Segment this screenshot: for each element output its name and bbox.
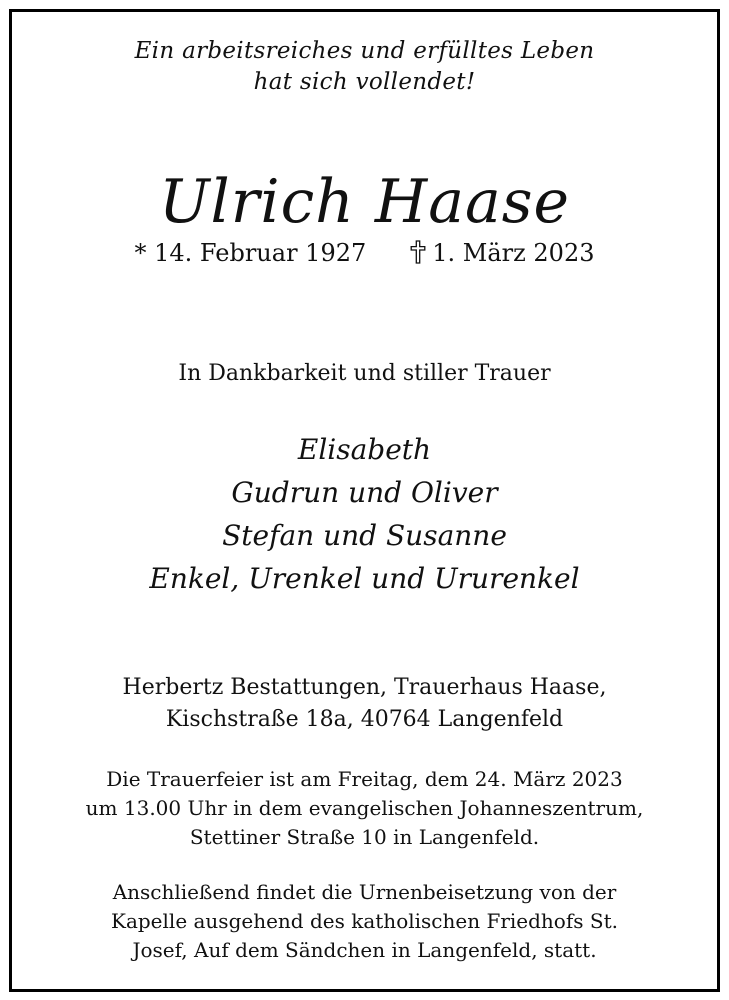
undertaker-line-2: Kischstraße 18a, 40764 Langenfeld bbox=[165, 707, 564, 732]
mourner: Stefan und Susanne bbox=[222, 519, 507, 552]
mourner: Gudrun und Oliver bbox=[231, 476, 498, 509]
mourners-list bbox=[12, 428, 717, 600]
ceremony-line-3: Stettiner Straße 10 in Langenfeld. bbox=[189, 825, 540, 849]
motto-line-1: Ein arbeitsreiches und erfülltes Leben bbox=[134, 38, 595, 64]
thanks-line: In Dankbarkeit und stiller Trauer bbox=[178, 361, 551, 386]
burial-line-1: Anschließend findet die Urnenbeisetzung von der bbox=[112, 880, 617, 904]
death-date-group bbox=[410, 237, 594, 272]
obituary-notice bbox=[9, 9, 720, 992]
life-dates bbox=[12, 237, 717, 272]
mourner: Enkel, Urenkel und Ururenkel bbox=[149, 562, 580, 595]
mourner: Elisabeth bbox=[297, 433, 432, 466]
motto-line-2: hat sich vollendet! bbox=[253, 69, 476, 95]
burial-line-3: Josef, Auf dem Sändchen in Langenfeld, statt. bbox=[132, 938, 597, 962]
death-date: 1. März 2023 bbox=[432, 239, 595, 267]
undertaker-line-1: Herbertz Bestattungen, Trauerhaus Haase, bbox=[122, 675, 607, 700]
ceremony-line-1: Die Trauerfeier ist am Freitag, dem 24. März 2023 bbox=[106, 767, 623, 791]
birth-date: * 14. Februar 1927 bbox=[134, 239, 367, 267]
ceremony-line-2: um 13.00 Uhr in dem evangelischen Johanneszentrum, bbox=[85, 796, 644, 820]
deceased-name: Ulrich Haase bbox=[158, 167, 571, 237]
ceremony-info bbox=[12, 765, 717, 852]
cross-icon bbox=[410, 240, 426, 272]
undertaker-info bbox=[12, 672, 717, 736]
burial-info bbox=[12, 878, 717, 965]
burial-line-2: Kapelle ausgehend des katholischen Friedhofs St. bbox=[111, 909, 618, 933]
motto bbox=[12, 36, 717, 98]
